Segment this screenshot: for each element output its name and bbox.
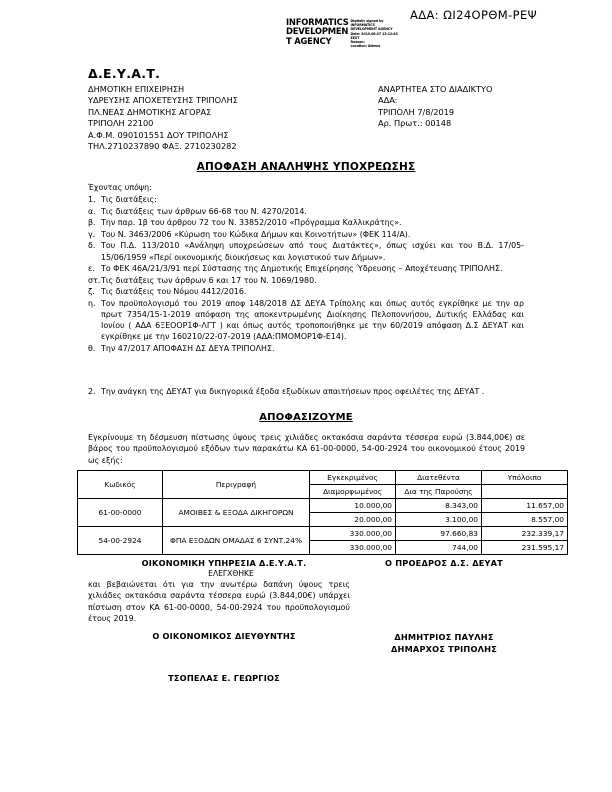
org-address-line-1: ΔΗΜΟΤΙΚΗ ΕΠΙΧΕΙΡΗΣΗ bbox=[88, 84, 185, 94]
column-subheader-balance bbox=[482, 485, 568, 499]
signature-detail-line-5: EEST bbox=[350, 35, 360, 40]
ada-field: ΑΔΑ: bbox=[378, 95, 398, 106]
digital-signature-stamp bbox=[286, 18, 398, 48]
financial-director-title: Ο ΟΙΚΟΝΟΜΙΚΟΣ ΔΙΕΥΘΥΝΤΗΣ bbox=[152, 631, 296, 641]
table-header-row bbox=[78, 471, 568, 485]
item-marker: ε. bbox=[88, 264, 95, 274]
item-marker: 2. bbox=[88, 387, 96, 396]
item-marker: α. bbox=[88, 206, 96, 216]
column-subheader-spent: Δια της Παρούσης bbox=[396, 485, 482, 499]
financial-director-name: ΤΣΟΠΕΛΑΣ Ε. ΓΕΩΡΓΙΟΣ bbox=[168, 673, 280, 683]
cell-approved: 330.000,00 bbox=[310, 541, 396, 555]
certification-section bbox=[88, 558, 528, 625]
column-header-approved: Εγκεκριμένος bbox=[310, 471, 396, 485]
legal-basis-item bbox=[88, 217, 524, 228]
item-text: Το ΦΕΚ 46Α/21/3/91 περί Σύστασης της Δημοτικής Επιχείρησης Ύδρευσης – Αποχέτευσης ΤΡΙΠΟΛΗΣ. bbox=[101, 264, 503, 274]
signature-detail-line-7: Location: Athens bbox=[350, 44, 381, 49]
need-statement-item bbox=[88, 386, 524, 397]
table-row bbox=[78, 527, 568, 541]
legal-basis-section bbox=[88, 182, 524, 354]
item-text: Τις διατάξεις του Νόμου 4412/2016. bbox=[101, 287, 247, 297]
ida-logo-line-3: T AGENCY bbox=[286, 35, 332, 46]
budget-table-wrapper bbox=[77, 470, 564, 555]
column-header-spent: Διατεθέντα bbox=[396, 471, 482, 485]
signature-detail-line-3: DEVELOPMENT AGENCY bbox=[350, 27, 393, 32]
mayor-name: ΔΗΜΗΤΡΙΟΣ ΠΑΥΛΗΣ bbox=[394, 632, 494, 642]
signature-details bbox=[351, 18, 398, 48]
document-title: ΑΠΟΦΑΣΗ ΑΝΑΛΗΨΗΣ ΥΠΟΧΡΕΩΣΗΣ bbox=[196, 161, 416, 173]
item-text: Τις διατάξεις των άρθρων 66-68 του Ν. 4270/2014. bbox=[101, 206, 307, 216]
cell-balance: 231.595,17 bbox=[482, 541, 568, 555]
item-text: Την παρ. 1β του άρθρου 72 του Ν. 33852/2010 «Πρόγραμμα Καλλικράτης». bbox=[101, 218, 402, 228]
table-row bbox=[78, 499, 568, 513]
item-marker: δ. bbox=[88, 241, 96, 251]
legal-basis-item bbox=[88, 298, 524, 342]
cell-balance: 8.557,00 bbox=[482, 513, 568, 527]
cell-description: ΑΜΟΙΒΕΣ & ΕΞΟΔΑ ΔΙΚΗΓΟΡΩΝ bbox=[163, 499, 310, 527]
place-and-date: ΤΡΙΠΟΛΗ 7/8/2019 bbox=[378, 106, 455, 117]
cell-spent: 8.343,00 bbox=[396, 499, 482, 513]
cell-spent: 3.100,00 bbox=[396, 513, 482, 527]
item-text: Τον προϋπολογισμό του 2019 αποφ 148/2018 ΔΣ ΔΕΥΑ Τρίπολης και όπως αυτός εγκρίθηκε με την αρ πρωτ 7354/15-1-2019 απόφαση της αποκεντρωμένης Διοίκησης Πελοποννήσου, Δυτικής Ελλάδας και Ιονίου ( ΑΔΑ 6ΞΕΟΟΡ1Φ-ΛΓΤ ) και όπως αυτός τροποποιήθηκε με την 60/2019 απόφαση Δ.Σ ΔΕΥΑΤ και εγκρίθηκε με την 160210/22-07-2019 (ΑΔΑ:ΠΜΟΜΟΡ1Φ-Ε14). bbox=[101, 298, 524, 342]
cell-approved: 10.000,00 bbox=[310, 499, 396, 513]
signature-detail-line-4: Date: 2019.08.07 13:12:45 bbox=[350, 31, 398, 36]
org-address-line-3: ΠΛ.ΝΕΑΣ ΔΗΜΟΤΙΚΗΣ ΑΓΟΡΑΣ bbox=[88, 106, 212, 117]
item-text: Τις διατάξεις των άρθρων 6 και 17 του Ν. 1069/1980. bbox=[101, 275, 317, 285]
protocol-number: Αρ. Πρωτ.: 00148 bbox=[378, 118, 452, 129]
org-address-line-4: ΤΡΙΠΟΛΗ 22100 bbox=[88, 118, 154, 129]
mayor-signature-block bbox=[360, 631, 528, 655]
item-text: Την 47/2017 ΑΠΟΦΑΣΗ ΔΣ ΔΕΥΑ ΤΡΙΠΟΛΗΣ. bbox=[101, 343, 275, 353]
org-address-line-2: ΥΔΡΕΥΣΗΣ ΑΠΟΧΕΤΕΥΣΗΣ ΤΡΙΠΟΛΗΣ bbox=[88, 95, 238, 106]
checked-label: ΕΛΕΓΧΘΗΚΕ bbox=[208, 569, 254, 578]
item-marker: στ. bbox=[88, 275, 101, 285]
publication-notice: ΑΝΑΡΤΗΤΕΑ ΣΤΟ ΔΙΑΔΙΚΤΥΟ bbox=[378, 84, 493, 94]
signature-row bbox=[88, 631, 528, 655]
cell-balance: 11.657,00 bbox=[482, 499, 568, 513]
cell-description: ΦΠΑ ΕΞΟΔΩΝ ΟΜΑΔΑΣ 6 ΣΥΝΤ.24% bbox=[163, 527, 310, 555]
preamble-lead: Έχοντας υπόψη: bbox=[88, 183, 152, 192]
column-subheader-approved: Διαμορφωμένος bbox=[310, 485, 396, 499]
cell-balance: 232.339,17 bbox=[482, 527, 568, 541]
column-header-balance: Υπόλοιπο bbox=[482, 471, 568, 485]
president-title: Ο ΠΡΟΕΔΡΟΣ Δ.Σ. ΔΕΥΑΤ bbox=[385, 558, 503, 568]
finance-dept-title: ΟΙΚΟΝΟΜΙΚΗ ΥΠΗΡΕΣΙΑ Δ.Ε.Υ.Α.Τ. bbox=[141, 558, 307, 568]
decision-heading: ΑΠΟΦΑΣΙΖΟΥΜΕ bbox=[259, 412, 353, 423]
ada-stamp: ΑΔΑ: ΩΙ24ΟΡΘΜ-ΡΕΨ bbox=[410, 8, 538, 22]
org-address-line-5: Α.Φ.Μ. 090101551 ΔΟΥ ΤΡΙΠΟΛΗΣ bbox=[88, 129, 229, 140]
cell-approved: 330.000,00 bbox=[310, 527, 396, 541]
item-marker: θ. bbox=[88, 343, 96, 353]
cell-spent: 744,00 bbox=[396, 541, 482, 555]
item-text: Του Π.Δ. 113/2010 «Ανάληψη υποχρεώσεων από τους Διατάκτες», όπως ισχύει και του Β.Δ. 17/05-15/06/1959 «Περί οικονομικής διοικήσεως και λογιστικού των Δήμων». bbox=[101, 241, 524, 262]
legal-basis-item bbox=[88, 194, 524, 205]
signature-detail-line-1: Digitally signed by bbox=[350, 19, 384, 23]
cell-spent: 97.660,83 bbox=[396, 527, 482, 541]
item-text: Την ανάγκη της ΔΕΥΑΤ για δικηγορικά έξοδα εξωδίκων απαιτήσεων προς οφειλέτες της ΔΕΥΑΤ . bbox=[101, 387, 485, 396]
ida-logo-text bbox=[286, 18, 349, 46]
certification-text: και βεβαιώνεται ότι για την ανωτέρω δαπάνη ύψους τρεις χιλιάδες οκτακόσια σαράντα τέσσερα ευρώ (3.844,00€) υπάρχει πίστωση στον ΚΑ 61-00-0000, 54-00-2924 του προϋπολογισμού έτους 2019. bbox=[88, 580, 350, 624]
item-text: Του Ν. 3463/2006 «Κύρωση του Κώδικα Δήμων και Κοινοτήτων» (ΦΕΚ 114/Α). bbox=[101, 229, 411, 239]
legal-basis-item bbox=[88, 275, 524, 286]
cell-approved: 20.000,00 bbox=[310, 513, 396, 527]
column-header-code: Κωδικός bbox=[78, 471, 163, 499]
cell-code: 54-00-2924 bbox=[78, 527, 163, 555]
signature-detail-line-2: INFORMATICS bbox=[350, 23, 375, 28]
item-text: Τις διατάξεις: bbox=[101, 195, 157, 205]
item-marker: γ. bbox=[88, 229, 96, 239]
document-reference-block bbox=[378, 84, 528, 152]
president-block bbox=[360, 558, 528, 578]
decision-body: Εγκρίνουμε τη δέσμευση πίστωσης ύψους τρεις χιλιάδες οκτακόσια σαράντα τέσσερα ευρώ (3.844,00€) σε βάρος του προϋπολογισμού εξόδων των παρακάτω ΚΑ 61-00-0000, 54-00-2924 του οικονομικού έτους 2019 ως εξής: bbox=[88, 433, 525, 465]
column-header-description: Περιγραφή bbox=[163, 471, 310, 499]
finance-dept-block bbox=[88, 558, 360, 578]
mayor-title: ΔΗΜΑΡΧΟΣ ΤΡΙΠΟΛΗΣ bbox=[390, 644, 497, 654]
ida-logo-line-1: INFORMATICS bbox=[286, 17, 349, 27]
legal-basis-item bbox=[88, 286, 524, 297]
organization-abbreviation: Δ.Ε.Υ.Α.Τ. bbox=[88, 66, 161, 81]
legal-basis-item bbox=[88, 263, 524, 274]
item-marker: ζ. bbox=[88, 287, 95, 297]
item-marker: 1. bbox=[88, 195, 96, 205]
legal-basis-item bbox=[88, 229, 524, 240]
item-marker: η. bbox=[88, 298, 96, 308]
item-marker: β. bbox=[88, 218, 96, 228]
letterhead bbox=[88, 66, 528, 152]
legal-basis-item bbox=[88, 206, 524, 217]
ida-logo-line-2: DEVELOPMEN bbox=[286, 26, 349, 37]
signature-detail-line-6: Reason: bbox=[350, 40, 365, 45]
organization-address bbox=[88, 84, 238, 152]
org-address-line-6: ΤΗΛ.2710237890 ΦΑΞ. 2710230282 bbox=[88, 141, 237, 152]
cell-code: 61-00-0000 bbox=[78, 499, 163, 527]
budget-table bbox=[77, 470, 568, 555]
legal-basis-item bbox=[88, 240, 524, 262]
legal-basis-item bbox=[88, 343, 524, 354]
